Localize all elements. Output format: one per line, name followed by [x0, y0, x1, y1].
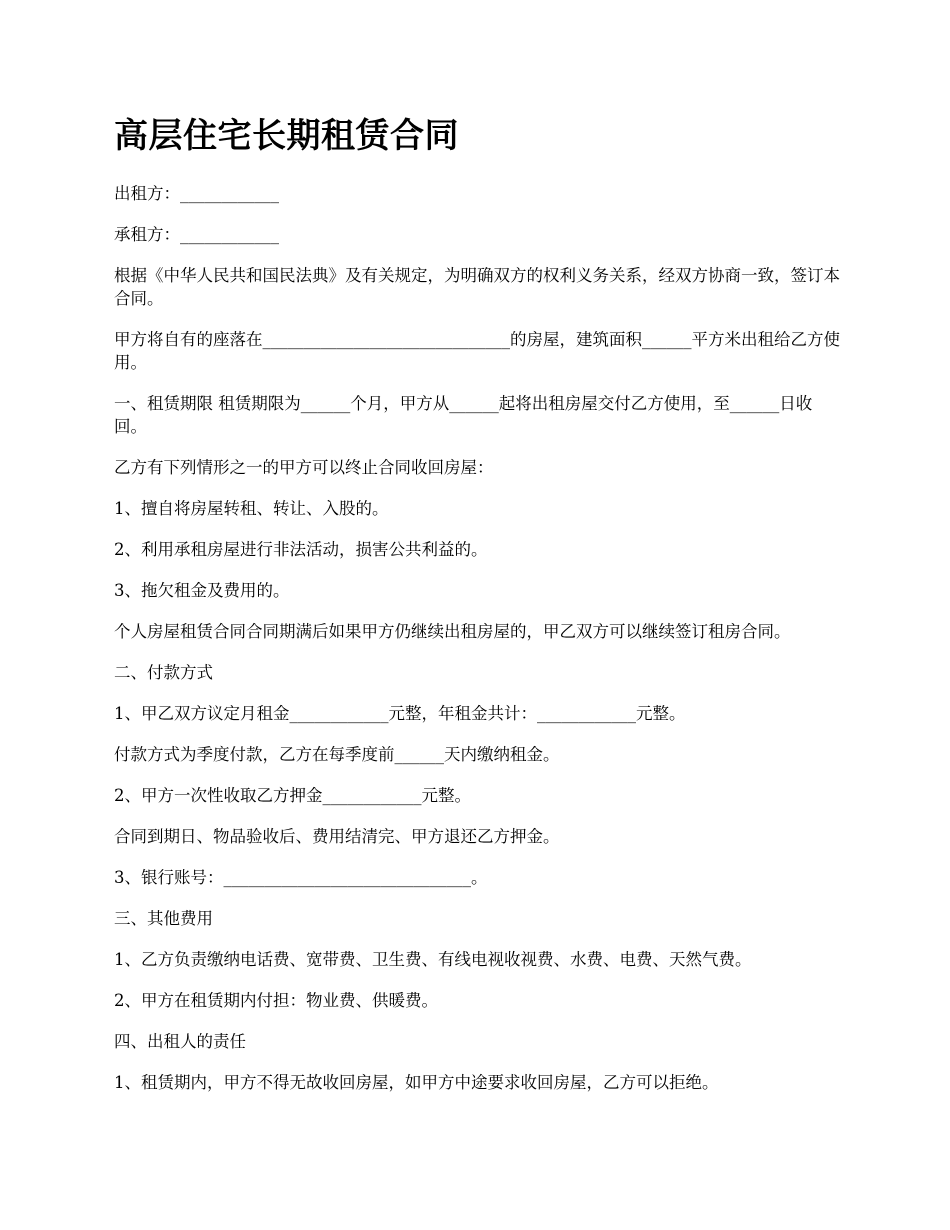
paragraph-lessor-duty-1: 1、租赁期内，甲方不得无故收回房屋，如甲方中途要求收回房屋，乙方可以拒绝。: [114, 1073, 719, 1092]
paragraph-bank-account: 3、银行账号：______________________________。: [114, 868, 488, 887]
document-page: [114, 112, 840, 1112]
paragraph-condition-2: 2、利用承租房屋进行非法活动，损害公共利益的。: [114, 540, 488, 559]
paragraph-condition-3: 3、拖欠租金及费用的。: [114, 581, 290, 600]
paragraph-lessee: 承租方：____________: [114, 225, 279, 244]
paragraph-rent-amount: 1、甲乙双方议定月租金____________元整，年租金共计：____________元整。: [114, 704, 686, 723]
paragraph-payment-method: 付款方式为季度付款，乙方在每季度前______天内缴纳租金。: [114, 745, 560, 764]
section-heading-other-fees: 三、其他费用: [114, 909, 213, 928]
paragraph-renewal: 个人房屋租赁合同合同期满后如果甲方仍继续出租房屋的，甲乙双方可以继续签订租房合同。: [114, 622, 791, 641]
paragraph-termination-conditions: 乙方有下列情形之一的甲方可以终止合同收回房屋：: [114, 458, 494, 477]
paragraph-condition-1: 1、擅自将房屋转租、转让、入股的。: [114, 499, 389, 518]
paragraph-lessor-fees: 2、甲方在租赁期内付担：物业费、供暖费。: [114, 991, 438, 1010]
paragraph-lease-term: 一、租赁期限 租赁期限为______个月，甲方从______起将出租房屋交付乙方使用，至______日收回。: [114, 394, 813, 436]
paragraph-lessee-fees: 1、乙方负责缴纳电话费、宽带费、卫生费、有线电视收视费、水费、电费、天然气费。: [114, 950, 752, 969]
paragraph-preamble: 根据《中华人民共和国民法典》及有关规定，为明确双方的权利义务关系，经双方协商一致，签订本合同。: [114, 266, 840, 308]
paragraph-deposit: 2、甲方一次性收取乙方押金____________元整。: [114, 786, 471, 805]
section-heading-payment: 二、付款方式: [114, 663, 213, 682]
paragraph-lessor: 出租方：____________: [114, 184, 279, 203]
paragraph-property: 甲方将自有的座落在______________________________的房屋，建筑面积______平方米出租给乙方使用。: [114, 330, 840, 372]
document-title: 高层住宅长期租赁合同: [114, 116, 459, 156]
paragraph-deposit-refund: 合同到期日、物品验收后、费用结清完、甲方退还乙方押金。: [114, 827, 560, 846]
section-heading-lessor-duties: 四、出租人的责任: [114, 1032, 246, 1051]
